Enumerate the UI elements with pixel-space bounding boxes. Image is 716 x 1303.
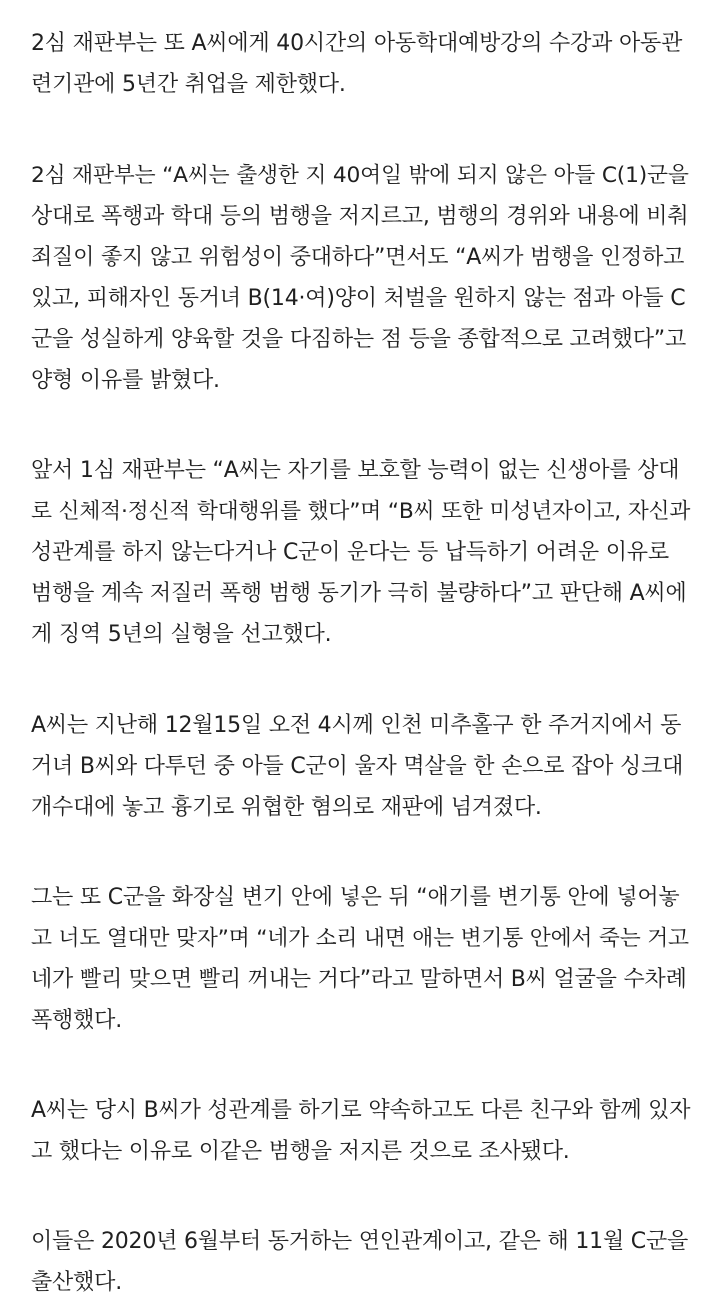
- text-line: 고 너도 열대만 맞자”며 “네가 소리 내면 애는 변기통 안에서 죽는 거고: [31, 926, 689, 951]
- text-line: 그는 또 C군을 화장실 변기 안에 넣은 뒤 “애기를 변기통 안에 넣어놓: [31, 885, 680, 910]
- text-line: 네가 빨리 맞으면 빨리 꺼내는 거다”라고 말하면서 B씨 얼굴을 수차례: [31, 967, 687, 992]
- text-line: 군을 성실하게 양육할 것을 다짐하는 점 등을 종합적으로 고려했다”고: [31, 327, 687, 352]
- paragraph-7: [31, 1221, 690, 1303]
- text-line: 앞서 1심 재판부는 “A씨는 자기를 보호할 능력이 없는 신생아를 상대: [31, 458, 680, 483]
- paragraph-6: [31, 1090, 690, 1172]
- text-line: 거녀 B씨와 다투던 중 아들 C군이 울자 멱살을 한 손으로 잡아 싱크대: [31, 754, 684, 779]
- text-line: 게 징역 5년의 실형을 선고했다.: [31, 622, 332, 647]
- text-line: 2심 재판부는 또 A씨에게 40시간의 아동학대예방강의 수강과 아동관: [31, 31, 683, 56]
- text-line: 상대로 폭행과 학대 등의 범행을 저지르고, 범행의 경위와 내용에 비춰: [31, 204, 689, 229]
- text-line: 출산했다.: [31, 1270, 123, 1295]
- text-line: 고 했다는 이유로 이같은 범행을 저지른 것으로 조사됐다.: [31, 1139, 570, 1164]
- paragraph-3: [31, 450, 690, 655]
- paragraph-1: [31, 23, 690, 105]
- text-line: 2심 재판부는 “A씨는 출생한 지 40여일 밖에 되지 않은 아들 C(1)군을: [31, 163, 689, 188]
- text-line: 양형 이유를 밝혔다.: [31, 368, 220, 393]
- text-line: 개수대에 놓고 흉기로 위협한 혐의로 재판에 넘겨졌다.: [31, 795, 542, 820]
- text-line: 죄질이 좋지 않고 위험성이 중대하다”면서도 “A씨가 범행을 인정하고: [31, 245, 685, 270]
- paragraph-2: [31, 155, 690, 401]
- text-line: 성관계를 하지 않는다거나 C군이 운다는 등 납득하기 어려운 이유로: [31, 540, 669, 565]
- text-line: 범행을 계속 저질러 폭행 범행 동기가 극히 불량하다”고 판단해 A씨에: [31, 581, 687, 606]
- article-body: [0, 23, 716, 1303]
- text-line: A씨는 당시 B씨가 성관계를 하기로 약속하고도 다른 친구와 함께 있자: [31, 1098, 691, 1123]
- text-line: 있고, 피해자인 동거녀 B(14·여)양이 처벌을 원하지 않는 점과 아들 C: [31, 286, 686, 311]
- text-line: A씨는 지난해 12월15일 오전 4시께 인천 미추홀구 한 주거지에서 동: [31, 713, 682, 738]
- text-line: 로 신체적·정신적 학대행위를 했다”며 “B씨 또한 미성년자이고, 자신과: [31, 499, 691, 524]
- text-line: 이들은 2020년 6월부터 동거하는 연인관계이고, 같은 해 11월 C군을: [31, 1229, 689, 1254]
- paragraph-5: [31, 877, 690, 1041]
- paragraph-4: [31, 705, 690, 828]
- text-line: 폭행했다.: [31, 1008, 123, 1033]
- text-line: 련기관에 5년간 취업을 제한했다.: [31, 72, 346, 97]
